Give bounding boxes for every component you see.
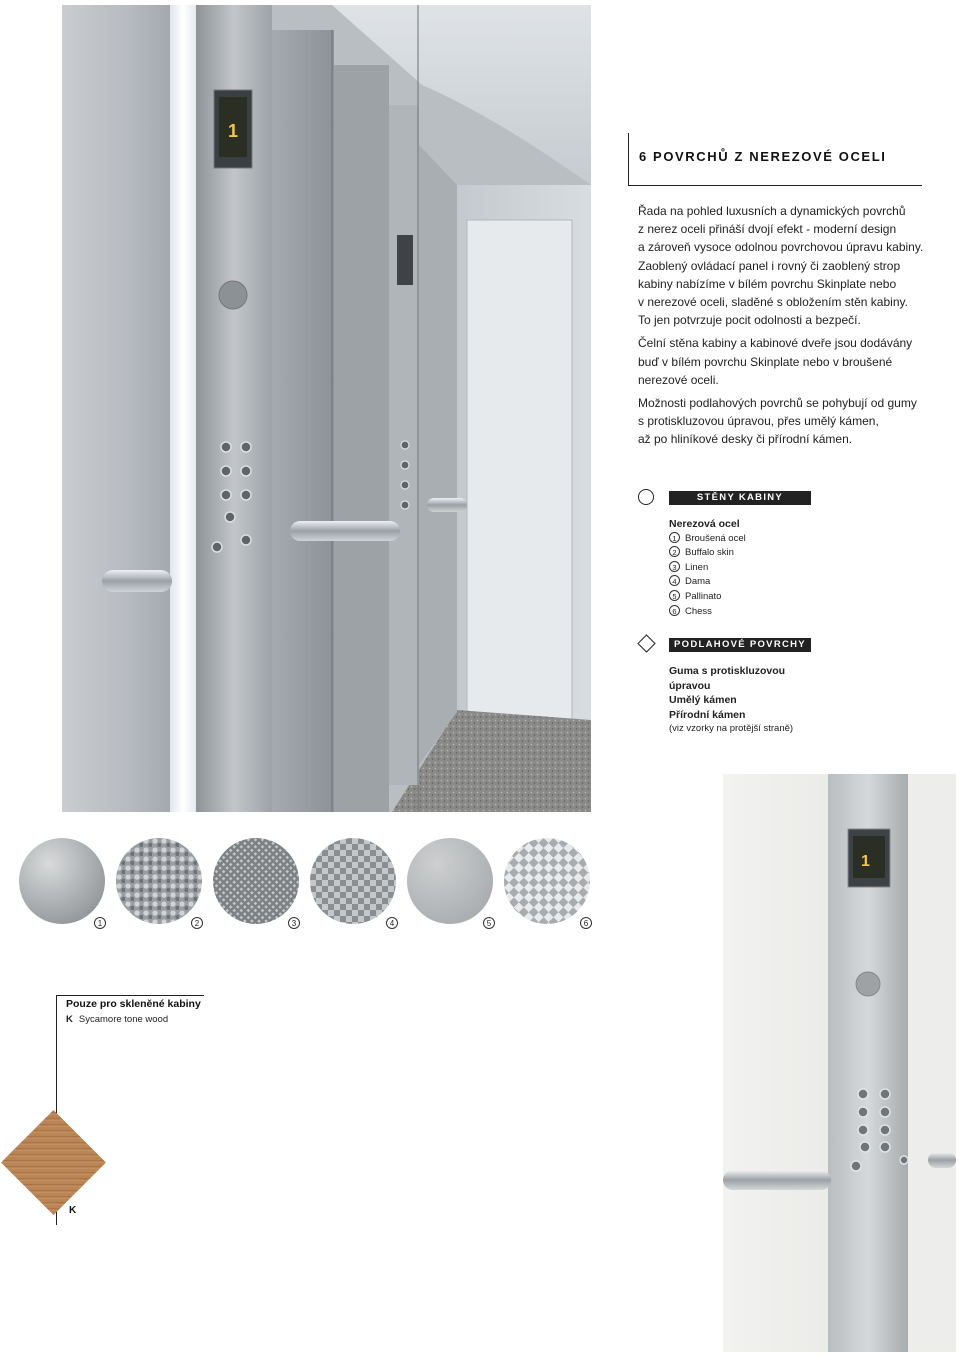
walls-list xyxy=(669,517,746,619)
number-icon: 3 xyxy=(669,561,680,572)
text-line: Čelní stěna kabiny a kabinové dveře jsou dodávány xyxy=(638,336,913,351)
elevator-interior-photo xyxy=(62,5,591,812)
swatch-number-5: 5 xyxy=(483,917,495,929)
list-item xyxy=(669,605,746,620)
number-icon: 1 xyxy=(669,532,680,543)
list-item xyxy=(669,532,746,547)
diamond-icon xyxy=(637,634,655,652)
text-line: s protiskluzovou úpravou, přes umělý kámen, xyxy=(638,414,879,429)
paragraph-3 xyxy=(638,394,928,449)
swatch-wood xyxy=(1,1110,106,1215)
swatch-buffalo xyxy=(116,838,202,924)
swatch-number-4: 4 xyxy=(386,917,398,929)
number-icon: 4 xyxy=(669,575,680,586)
text-line: nerezové oceli. xyxy=(638,372,719,387)
floor-item: Umělý kámen xyxy=(669,694,737,707)
swatch-number-3: 3 xyxy=(288,917,300,929)
wood-swatch-label: K xyxy=(69,1205,77,1216)
divider xyxy=(56,995,204,996)
floor-note: (viz vzorky na protější straně) xyxy=(669,723,794,735)
list-item xyxy=(669,575,746,590)
swatch-brushed xyxy=(19,838,105,924)
svg-text:1: 1 xyxy=(861,853,870,870)
glass-item-label: Sycamore tone wood xyxy=(78,1014,169,1025)
floors-header-bar: PODLAHOVÉ POVRCHY xyxy=(669,638,811,652)
floor-item: Guma s protiskluzovou xyxy=(669,665,786,677)
swatch-number-1: 1 xyxy=(94,917,106,929)
text-line: v nerezové oceli, sladěné s obložením stěn kabiny. xyxy=(638,295,908,310)
glass-item xyxy=(66,1014,168,1025)
text-line: a zároveň vysoce odolnou povrchovou úpravu kabiny. xyxy=(638,240,924,255)
floor-item: úpravou xyxy=(669,679,711,692)
list-item xyxy=(669,546,746,561)
item-label: Linen xyxy=(685,561,709,573)
item-label: Broušená ocel xyxy=(685,532,746,544)
walls-material: Nerezová ocel xyxy=(669,518,740,530)
circle-icon xyxy=(638,489,654,505)
floor-item: Přírodní kámen xyxy=(669,708,746,721)
item-label: Chess xyxy=(685,605,712,617)
body-text xyxy=(638,202,928,454)
item-label: Buffalo skin xyxy=(685,547,734,559)
list-item xyxy=(669,590,746,605)
paragraph-1 xyxy=(638,202,928,329)
swatch-chess xyxy=(504,838,590,924)
heading-frame xyxy=(628,133,922,186)
text-line: buď v bílém povrchu Skinplate nebo v broušené xyxy=(638,354,893,369)
text-line: Zaoblený ovládací panel i rovný či zaoblený strop xyxy=(638,258,901,273)
glass-title: Pouze pro skleněné kabiny xyxy=(66,998,201,1010)
swatch-number-6: 6 xyxy=(580,917,592,929)
swatch-pallinato xyxy=(407,838,493,924)
swatch-number-2: 2 xyxy=(191,917,203,929)
number-icon: 6 xyxy=(669,605,680,616)
item-label: Pallinato xyxy=(685,590,722,602)
paragraph-2 xyxy=(638,334,928,389)
text-line: až po hliníkové desky či přírodní kámen. xyxy=(638,432,853,447)
text-line: kabiny nabízíme v bílém povrchu Skinplate nebo xyxy=(638,276,897,291)
text-line: Řada na pohled luxusních a dynamických povrchů xyxy=(638,204,906,218)
swatch-dama xyxy=(310,838,396,924)
item-label: Dama xyxy=(685,576,711,588)
control-panel-photo xyxy=(723,774,956,1352)
svg-text:1: 1 xyxy=(228,121,239,141)
text-line: To jen potvrzuje pocit odolnosti a bezpečí. xyxy=(638,313,861,328)
list-item xyxy=(669,561,746,576)
number-icon: 2 xyxy=(669,546,680,557)
walls-header-bar: STĚNY KABINY xyxy=(669,491,811,505)
number-icon: 5 xyxy=(669,590,680,601)
page-title: 6 POVRCHŮ Z NEREZOVÉ OCELI xyxy=(639,149,887,164)
floors-list xyxy=(669,664,839,737)
text-line: z nerez oceli přináší dvojí efekt - moderní design xyxy=(638,222,897,237)
glass-item-key: K xyxy=(66,1014,73,1025)
swatch-linen xyxy=(213,838,299,924)
text-line: Možnosti podlahových povrchů se pohybují od gumy xyxy=(638,396,917,411)
